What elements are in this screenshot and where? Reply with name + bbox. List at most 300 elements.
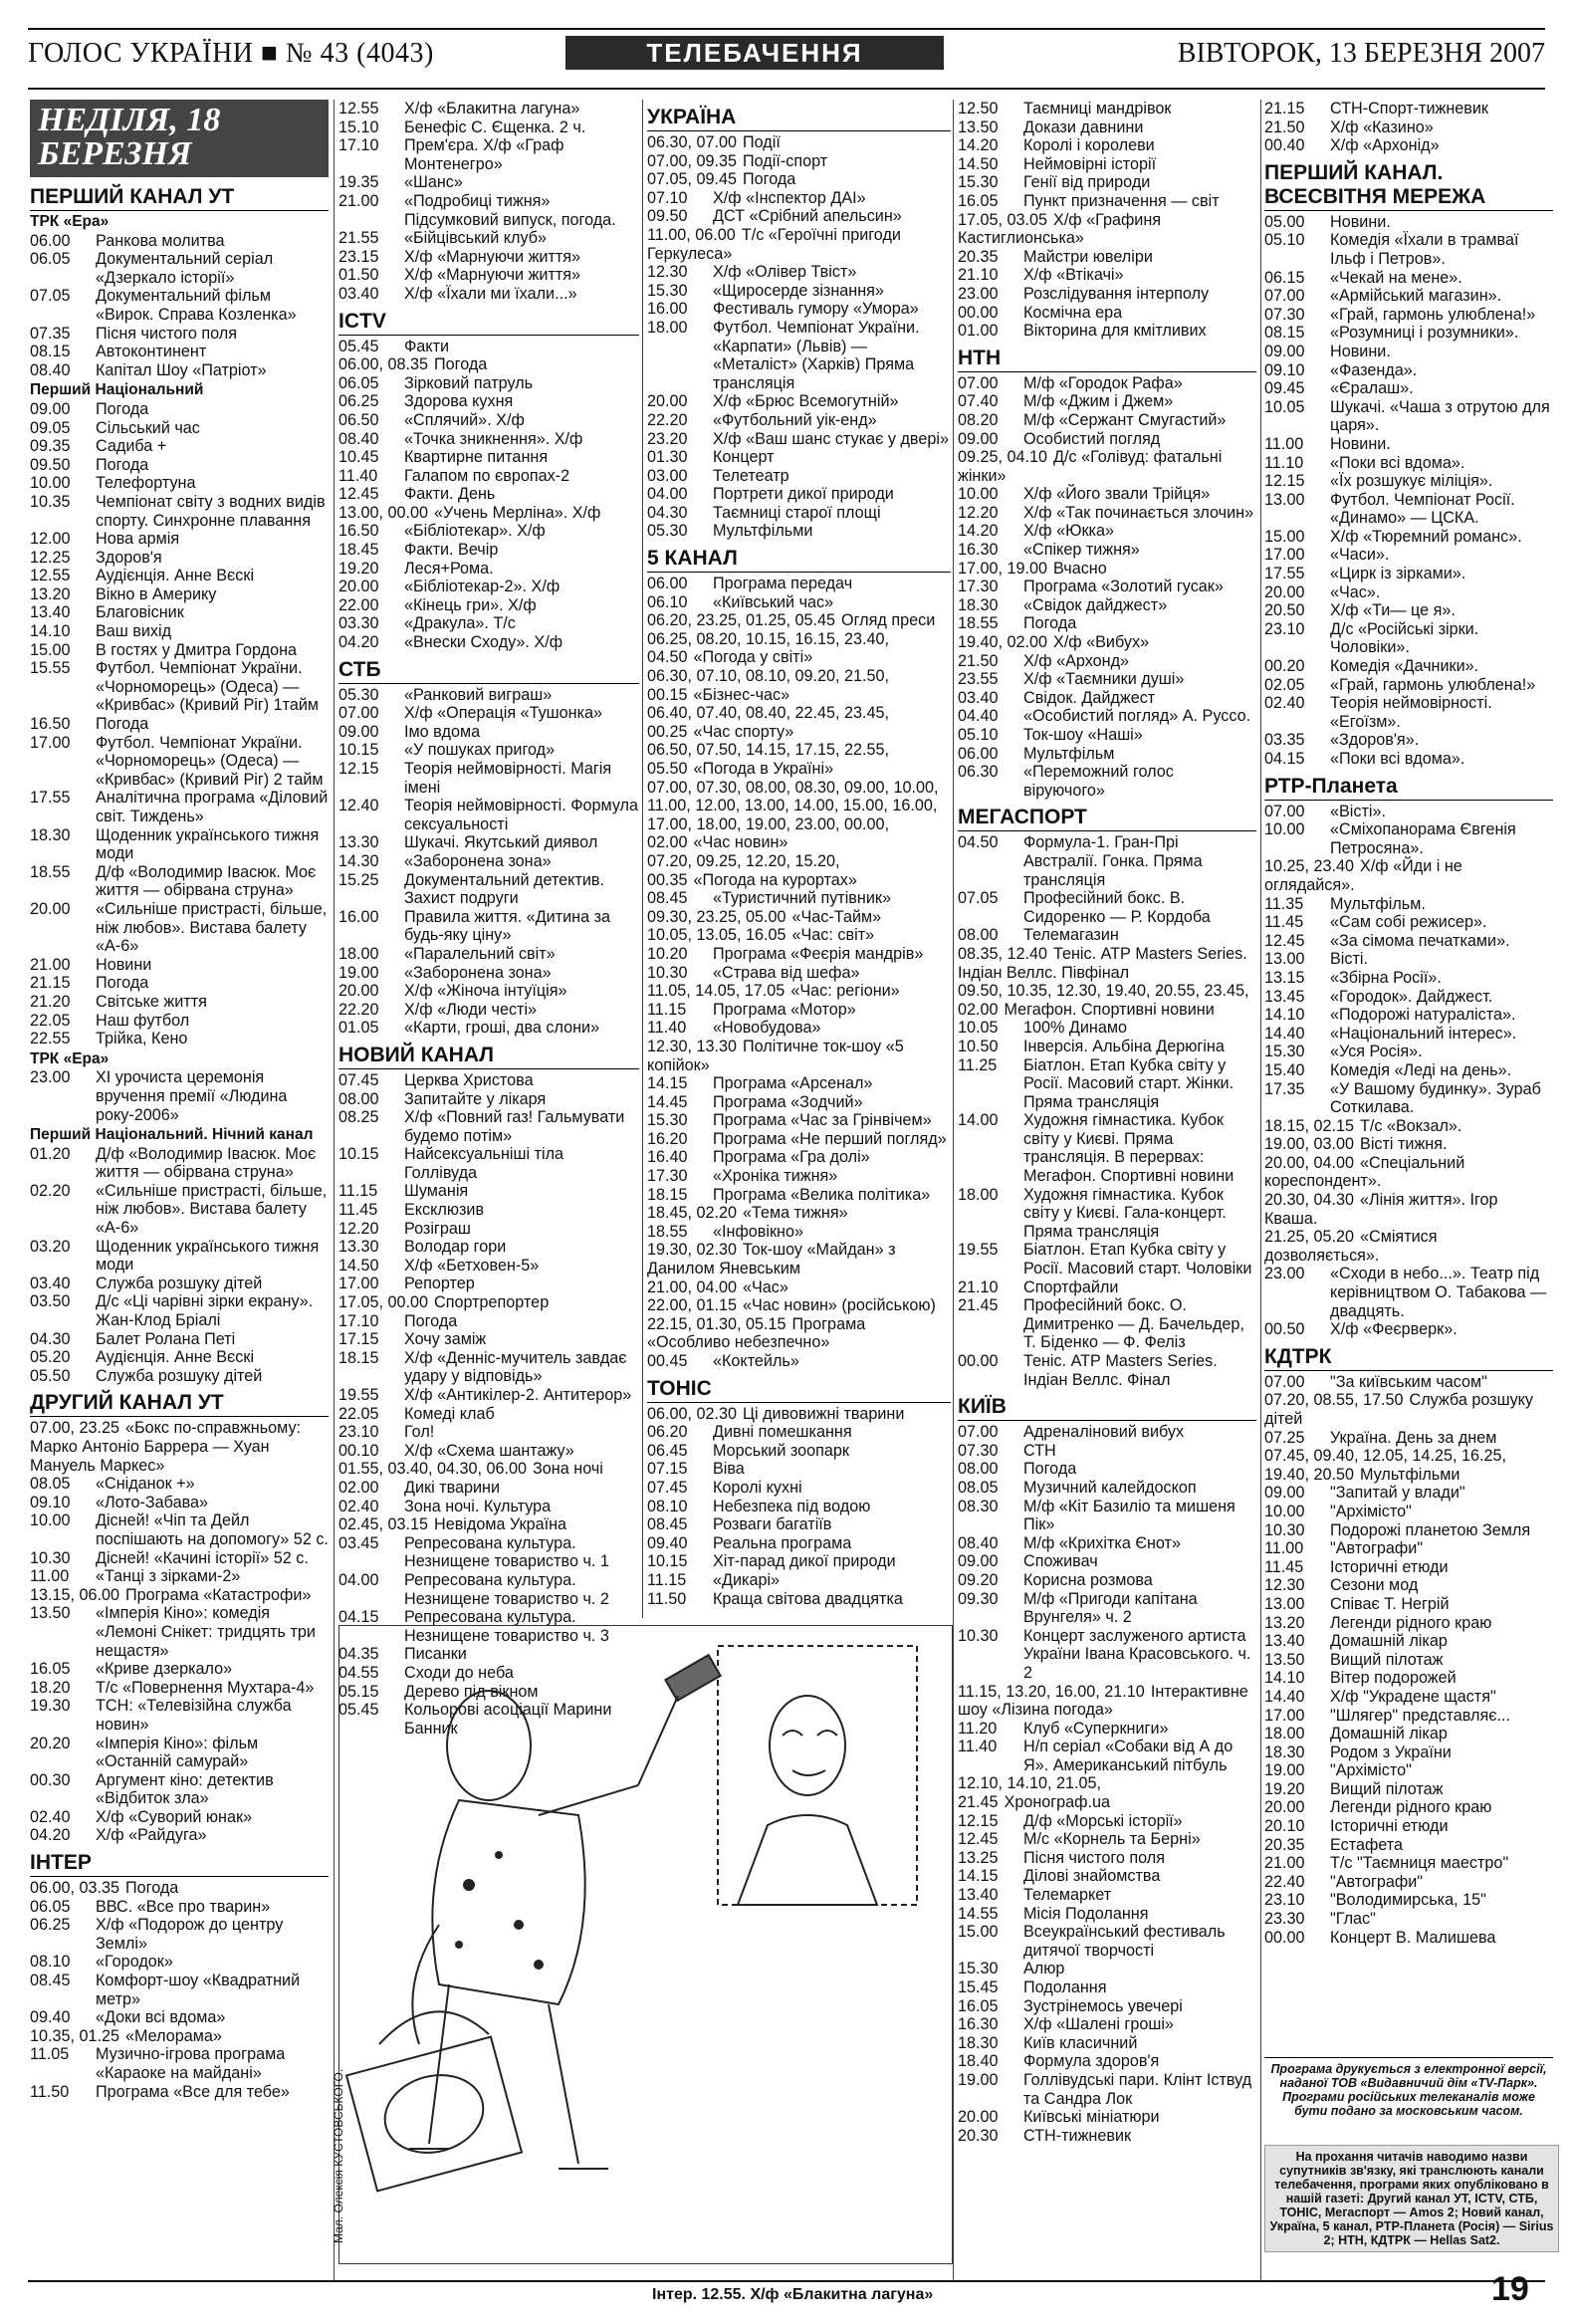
program-title: Вісті. [1330, 950, 1368, 969]
program-listing [958, 1886, 1256, 1905]
program-listing [1264, 1651, 1553, 1670]
program-listing [1264, 1043, 1553, 1061]
program-time: 06.25, 08.20, 10.15, 16.15, 23.40, 04.50 [647, 629, 890, 667]
program-listing [958, 1423, 1256, 1442]
program-time: 03.40 [338, 284, 379, 303]
program-listing [338, 448, 639, 467]
program-time: 22.00, 01.15 [647, 1296, 738, 1315]
program-listing [958, 1571, 1256, 1590]
program-time: 09.25, 04.10 [958, 448, 1048, 467]
program-time: 08.10 [30, 1953, 71, 1972]
program-time: 12.00 [30, 530, 71, 549]
program-title: Шукачі. «Чаша з отрутою для царя». [1330, 397, 1550, 435]
program-listing [647, 300, 951, 319]
program-title: Факти. Вечір [404, 541, 499, 560]
program-time: 02.40 [1264, 694, 1305, 713]
program-time: 06.00 [647, 575, 688, 593]
program-title: «Здоров'я». [1330, 731, 1420, 750]
program-title: Х/ф «Люди честі» [404, 1000, 538, 1019]
program-title: «Подорожі натураліста». [1330, 1006, 1516, 1025]
program-listing [647, 319, 951, 392]
program-time: 18.00 [338, 944, 379, 963]
program-time: 16.30 [958, 2015, 999, 2034]
program-listing [1264, 361, 1553, 380]
program-title: «Внески Сходу». Х/ф [404, 633, 563, 652]
program-title: «Новобудова» [713, 1019, 821, 1038]
program-listing [338, 1330, 639, 1349]
program-listing [30, 2027, 329, 2046]
channel-subheading: Перший Національний. Нічний канал [30, 1126, 314, 1144]
program-listing [1264, 1521, 1553, 1540]
program-listing [338, 266, 639, 285]
program-time: 23.00 [30, 1068, 71, 1087]
program-time: 07.45, 09.40, 12.05, 14.25, 16.25, 19.40, 20.50 [1264, 1447, 1507, 1484]
program-listing [647, 1223, 951, 1242]
program-time: 17.05, 00.00 [338, 1293, 429, 1312]
program-listing [1264, 1191, 1553, 1228]
program-time: 18.15 [338, 1348, 379, 1367]
program-listing [30, 1735, 329, 1771]
program-title: Х/ф «Райдуга» [96, 1826, 207, 1845]
program-time: 13.40 [1264, 1632, 1305, 1651]
program-title: Трійка, Кено [96, 1030, 188, 1048]
program-title: Х/ф «Таємники душі» [1023, 670, 1185, 689]
program-time: 14.15 [958, 1867, 999, 1886]
program-title: Х/ф «Графиня Кастиглионська» [958, 210, 1162, 248]
program-listing [1264, 1761, 1553, 1780]
program-listing [958, 136, 1256, 155]
program-column-2 [338, 100, 639, 1738]
program-title: ВВС. «Все про тварин» [96, 1897, 271, 1916]
program-time: 11.25 [958, 1055, 998, 1074]
program-time: 10.45 [338, 448, 379, 467]
program-listing [30, 549, 329, 568]
program-time: 22.55 [30, 1030, 71, 1048]
program-time: 08.20 [958, 410, 999, 429]
program-time: 19.40, 02.00 [958, 633, 1048, 652]
program-time: 21.10 [958, 266, 999, 285]
program-title: Портрети дикої природи [713, 485, 894, 504]
program-listing [338, 1090, 639, 1109]
program-time: 16.40 [647, 1148, 688, 1167]
program-title: Неймовірні історії [1023, 154, 1157, 173]
program-title: Х/ф "Украдене щастя" [1330, 1687, 1496, 1706]
program-time: 10.05 [958, 1019, 999, 1038]
program-title: Документальний серіал «Дзеркало історії» [96, 250, 274, 287]
program-title: Споживач [1023, 1552, 1098, 1571]
program-time: 04.55 [338, 1663, 379, 1682]
program-listing [1264, 546, 1553, 565]
program-title: Хіт-парад дикої природи [713, 1552, 896, 1571]
program-time: 13.30 [338, 833, 379, 852]
program-title: Комедія «Леді на день». [1330, 1060, 1512, 1079]
program-listing [958, 1296, 1256, 1352]
program-listing [647, 889, 951, 908]
program-listing [1264, 750, 1553, 769]
program-note: Програма друкується з електронної версії, наданої ТОВ «Видавничий дім «TV-Парк». Програми російських телеканалів може бути подано за московським часом. [1264, 2057, 1553, 2118]
program-time: 09.45 [1264, 379, 1305, 398]
program-title: «Часи». [1330, 546, 1390, 565]
program-listing [338, 871, 639, 908]
program-listing [958, 889, 1256, 926]
program-listing [338, 852, 639, 871]
channel-heading: КДТРК [1264, 1345, 1553, 1371]
program-time: 10.30 [647, 963, 688, 982]
program-time: 07.00 [1264, 287, 1305, 306]
program-title: Мегафон. Спортивні новини [1004, 1000, 1215, 1019]
program-listing [30, 863, 329, 900]
program-title: Комеді клаб [404, 1404, 495, 1423]
program-title: Дісней! «Чіп та Дейл поспішають на допомогу» 52 с. [96, 1511, 329, 1548]
program-listing [958, 1460, 1256, 1479]
program-time: 19.20 [1264, 1779, 1305, 1798]
program-title: Погода [96, 715, 149, 734]
program-title: Аудієнція. Анне Вєскі [96, 1348, 255, 1367]
program-listing [647, 1148, 951, 1167]
program-title: «Час» [743, 1278, 788, 1296]
program-title: Х/ф «Казино» [1330, 117, 1434, 136]
program-title: Реальна програма [713, 1533, 852, 1552]
program-listing [1264, 1484, 1553, 1503]
program-title: Розваги багатіїв [713, 1515, 832, 1534]
program-time: 11.35 [1264, 894, 1304, 913]
program-title: Художня гімнастика. Кубок світу у Києві. Гала-концерт. Пряма трансляція [1023, 1185, 1227, 1241]
program-title: «Сходи в небо...». Театр під керівництвом О. Табакова — двадцять. [1330, 1265, 1547, 1320]
program-time: 08.00 [958, 1460, 999, 1479]
program-listing [338, 1145, 639, 1182]
program-time: 11.45 [338, 1201, 378, 1220]
program-time: 10.05 [1264, 397, 1305, 416]
program-title: «Уся Росія». [1330, 1043, 1423, 1061]
program-time: 16.05 [958, 191, 999, 210]
page-header [28, 30, 1545, 74]
program-title: Д/ф «Володимир Івасюк. Моє життя — обірвана струна» [96, 1144, 317, 1182]
program-title: Факти [404, 337, 450, 355]
program-title: Імо вдома [404, 722, 481, 741]
program-listing [958, 155, 1256, 174]
program-title: «Тема тижня» [743, 1204, 848, 1223]
program-time: 13.00, 00.00 [338, 503, 429, 522]
program-listing [958, 1111, 1256, 1185]
program-title: Королі кухні [713, 1478, 802, 1497]
program-listing [647, 630, 951, 667]
program-listing [647, 982, 951, 1001]
program-title: Здорова кухня [404, 392, 514, 411]
page-number: 19 [1491, 2270, 1529, 2308]
program-listing [30, 1367, 329, 1386]
program-time: 10.30 [958, 1626, 999, 1645]
program-time: 01.00 [958, 322, 999, 341]
program-time: 23.00 [1264, 1265, 1305, 1283]
program-title: Ваш вихід [96, 622, 172, 641]
program-time: 05.20 [30, 1348, 71, 1367]
program-title: Легенди рідного краю [1330, 1798, 1492, 1817]
program-time: 10.25, 23.40 [1264, 857, 1355, 876]
program-time: 17.10 [338, 1311, 379, 1330]
program-title: Сезони мод [1330, 1576, 1419, 1595]
program-listing [338, 118, 639, 137]
program-title: Краща світова двадцятка [713, 1589, 903, 1608]
program-time: 17.00 [1264, 1706, 1305, 1725]
program-listing [1264, 913, 1553, 932]
program-title: Теніс. АТР Masters Series. Індіан Веллс. Півфінал [958, 944, 1247, 982]
program-title: Легенди рідного краю [1330, 1613, 1492, 1632]
program-title: Програма «Час за Грінвічем» [713, 1111, 932, 1130]
program-title: Аудієнція. Анне Вєскі [96, 567, 255, 585]
program-listing [1264, 118, 1553, 137]
program-time: 08.05 [30, 1475, 71, 1494]
program-time: 07.45 [338, 1070, 379, 1089]
program-title: Дивні помешкання [713, 1423, 852, 1442]
program-listing [338, 633, 639, 652]
program-title: Події [743, 133, 781, 151]
program-title: Репортер [404, 1275, 475, 1293]
program-title: Вищий пілотаж [1330, 1779, 1444, 1798]
program-listing [30, 1348, 329, 1367]
program-title: Правила життя. «Дитина за будь-яку ціну» [404, 907, 611, 945]
program-listing [1264, 1373, 1553, 1392]
program-title: Факти. День [404, 485, 496, 504]
program-time: 05.45 [338, 337, 379, 355]
program-listing [1264, 1135, 1553, 1154]
program-time: 00.20 [1264, 657, 1305, 676]
program-title: «Футбольний уік-енд» [713, 410, 877, 429]
channel-heading: МЕГАСПОРТ [958, 806, 1256, 831]
program-listing [338, 1423, 639, 1442]
program-title: Ток-шоу «Наші» [1023, 726, 1143, 744]
program-listing [647, 1019, 951, 1038]
program-title: Генії від природи [1023, 173, 1151, 192]
program-listing [1264, 1117, 1553, 1136]
program-listing [30, 641, 329, 660]
program-listing [647, 1038, 951, 1074]
program-listing [1264, 528, 1553, 547]
program-time: 13.40 [958, 1886, 999, 1905]
program-time: 21.10 [958, 1278, 999, 1296]
program-time: 05.30 [647, 522, 688, 541]
program-title: М/ф «Крихітка Єнот» [1023, 1533, 1181, 1552]
program-time: 06.00, 08.35 [338, 355, 429, 374]
program-time: 07.05 [30, 287, 71, 306]
program-title: Мультфільми [1360, 1465, 1460, 1484]
program-title: Служба розшуку дітей [96, 1366, 263, 1385]
program-time: 13.00 [1264, 490, 1305, 509]
program-title: Дикі тварини [404, 1478, 501, 1497]
program-listing [958, 285, 1256, 304]
program-time: 13.50 [30, 1604, 71, 1623]
program-time: 07.00 [1264, 802, 1305, 820]
program-time: 08.30 [958, 1497, 999, 1515]
program-listing [1264, 1006, 1553, 1025]
program-listing [647, 575, 951, 593]
program-title: Вікторина для кмітливих [1023, 322, 1207, 341]
footer-highlight: Інтер. 12.55. Х/ф «Блакитна лагуна» [652, 2286, 934, 2303]
program-time: 12.45 [958, 1830, 999, 1849]
program-title: СТН-тижневик [1023, 2126, 1132, 2145]
program-title: Ексклюзив [404, 1201, 485, 1220]
program-time: 00.00 [1264, 1928, 1305, 1947]
program-title: Х/ф «Інспектор ДАІ» [713, 188, 866, 207]
program-time: 04.30 [30, 1329, 71, 1348]
program-listing [647, 1552, 951, 1571]
program-column-4 [958, 100, 1256, 2290]
program-title: «Вісті». [1330, 802, 1387, 820]
program-time: 21.45 [958, 1296, 999, 1315]
program-title: Професійний бокс. О. Димитренко — Д. Бачельдер, Т. Біденко — Ф. Феліз [1023, 1296, 1244, 1352]
program-title: Програма «Не перший погляд» [713, 1129, 947, 1148]
program-title: «Сам собі режисер». [1330, 913, 1487, 932]
program-time: 06.05 [30, 1897, 71, 1916]
program-listing [958, 1849, 1256, 1868]
program-time: 07.00 [958, 373, 999, 392]
program-time: 20.00 [958, 2108, 999, 2127]
program-title: «Сміхопанорама Євгенія Петросяна». [1330, 820, 1516, 857]
program-listing [338, 467, 639, 486]
program-listing [1264, 472, 1553, 491]
program-listing [30, 1972, 329, 2008]
program-time: 17.05, 03.05 [958, 210, 1048, 229]
program-title: Благовісник [96, 603, 184, 622]
program-listing [647, 926, 951, 945]
program-title: «Час: регіони» [790, 982, 900, 1001]
program-listing [1264, 1558, 1553, 1577]
program-title: Сходи до неба [404, 1663, 514, 1682]
program-time: 23.00 [958, 284, 999, 303]
program-title: «У Вашому будинку». Зураб Соткилава. [1330, 1079, 1541, 1117]
program-listing [30, 1275, 329, 1293]
program-time: 20.30 [958, 2126, 999, 2145]
program-listing [30, 1679, 329, 1698]
program-listing [1264, 1929, 1553, 1948]
program-listing [647, 226, 951, 263]
program-listing [958, 485, 1256, 504]
painter-arm [539, 1785, 638, 1815]
program-title: «Свідок дайджест» [1023, 595, 1168, 614]
program-time: 14.45 [647, 1092, 688, 1111]
program-title: Ділові знайомства [1023, 1867, 1161, 1886]
program-title: Формула здоров'я [1023, 2052, 1160, 2071]
program-time: 05.10 [958, 726, 999, 744]
program-listing [338, 1479, 639, 1498]
channel-heading: НОВИЙ КАНАЛ [338, 1044, 639, 1069]
program-time: 07.30 [958, 1441, 999, 1460]
program-listing [1264, 343, 1553, 361]
satellite-note: На прохання читачів наводимо назви супутників зв'язку, які транслюють канали телебачення, програми яких опубліковано в нашій газеті: Другий канал УТ, ICTV, СТБ, ТОНІС, Мегаспорт — Amos 2; Новий канал, Україна, 5 канал, РТР-Планета (Росія) — Sirius 2; НТН, КДТРК — Hellas Sat2. [1264, 2145, 1559, 2252]
program-title: Запитайте у лікаря [404, 1089, 547, 1108]
program-time: 07.25 [1264, 1428, 1305, 1447]
program-time: 15.00 [958, 1923, 999, 1942]
program-title: «Бібліотекар-2». Х/ф [404, 578, 561, 596]
program-listing [958, 374, 1256, 393]
program-time: 07.10 [647, 188, 688, 207]
program-title: Телетеатр [713, 466, 789, 485]
program-title: Погода [434, 355, 488, 374]
program-time: 03.20 [30, 1237, 71, 1256]
program-time: 16.20 [647, 1129, 688, 1148]
program-listing [30, 1012, 329, 1031]
program-time: 09.50, 10.35, 12.30, 19.40, 20.55, 23.45, 02.00 [958, 982, 1249, 1019]
program-time: 13.50 [958, 117, 999, 136]
program-listing [338, 229, 639, 248]
program-listing [647, 1442, 951, 1461]
program-listing [338, 1108, 639, 1145]
program-time: 15.30 [1264, 1043, 1305, 1061]
program-listing [1264, 1798, 1553, 1817]
program-title: Корисна розмова [1023, 1570, 1153, 1589]
program-title: «Мелорама» [125, 2026, 222, 2045]
program-listing [30, 1475, 329, 1494]
program-title: «Час: світ» [791, 926, 875, 945]
program-listing [647, 908, 951, 927]
program-time: 07.00 [1264, 1372, 1305, 1391]
program-time: 11.00 [30, 1567, 70, 1586]
program-title: Д/ф «Морські історії» [1023, 1811, 1183, 1830]
program-listing [647, 1479, 951, 1498]
program-listing [958, 1997, 1256, 2016]
program-title: Володар гори [404, 1238, 507, 1257]
channel-heading: ІНТЕР [30, 1851, 329, 1877]
program-time: 07.15 [647, 1460, 688, 1479]
program-time: 06.05 [30, 250, 71, 269]
program-listing [1264, 1080, 1553, 1117]
program-time: 11.05, 14.05, 17.05 [647, 982, 786, 1001]
program-time: 08.15 [30, 343, 71, 361]
program-title: Телемаркет [1023, 1886, 1112, 1905]
program-listing [338, 560, 639, 579]
program-time: 06.00, 02.30 [647, 1404, 738, 1423]
program-time: 14.40 [1264, 1687, 1305, 1706]
program-time: 23.15 [338, 247, 379, 266]
program-listing [30, 789, 329, 825]
program-listing [30, 734, 329, 790]
program-listing [958, 2034, 1256, 2053]
program-listing [958, 1479, 1256, 1498]
program-listing [338, 964, 639, 983]
program-title: Репресована культура. Незнищене товариство ч. 1 [404, 1533, 609, 1571]
program-title: Футбол. Чемпіонат України. «Карпати» (Львів) — «Металіст» (Харків) Пряма трансляція [713, 318, 920, 392]
program-listing [1264, 287, 1553, 306]
program-listing [1264, 398, 1553, 435]
program-title: Естафета [1330, 1835, 1403, 1854]
program-time: 09.00 [30, 399, 71, 418]
program-time: 02.40 [30, 1807, 71, 1826]
program-column-3 [647, 100, 951, 1713]
program-listing [30, 1604, 329, 1660]
program-time: 00.10 [338, 1441, 379, 1460]
program-listing [958, 541, 1256, 560]
program-time: 08.00 [338, 1089, 379, 1108]
program-title: Історичні етюди [1330, 1817, 1449, 1836]
program-listing [1264, 820, 1553, 857]
program-time: 12.20 [958, 503, 999, 522]
program-title: «Переможний голос віруючого» [1023, 763, 1174, 800]
program-listing [958, 1019, 1256, 1038]
program-time: 10.15 [338, 741, 379, 760]
program-listing [30, 1826, 329, 1845]
program-title: «Інфовікно» [713, 1222, 803, 1241]
program-time: 08.00 [958, 926, 999, 945]
program-title: «Бібліотекар». Х/ф [404, 522, 546, 541]
program-title: Д/с «Ці чарівні зірки екрану». Жан-Клод Бріалі [96, 1292, 314, 1330]
program-title: Вищий пілотаж [1330, 1650, 1444, 1669]
program-listing [958, 1960, 1256, 1978]
program-listing [958, 2071, 1256, 2108]
channel-subheading: ТРК «Ера» [30, 1049, 110, 1067]
program-time: 06.05 [338, 373, 379, 392]
program-title: М/ф «Городок Рафа» [1023, 373, 1183, 392]
program-title: Х/ф «Вибух» [1053, 633, 1150, 652]
program-time: 06.45 [647, 1441, 688, 1460]
